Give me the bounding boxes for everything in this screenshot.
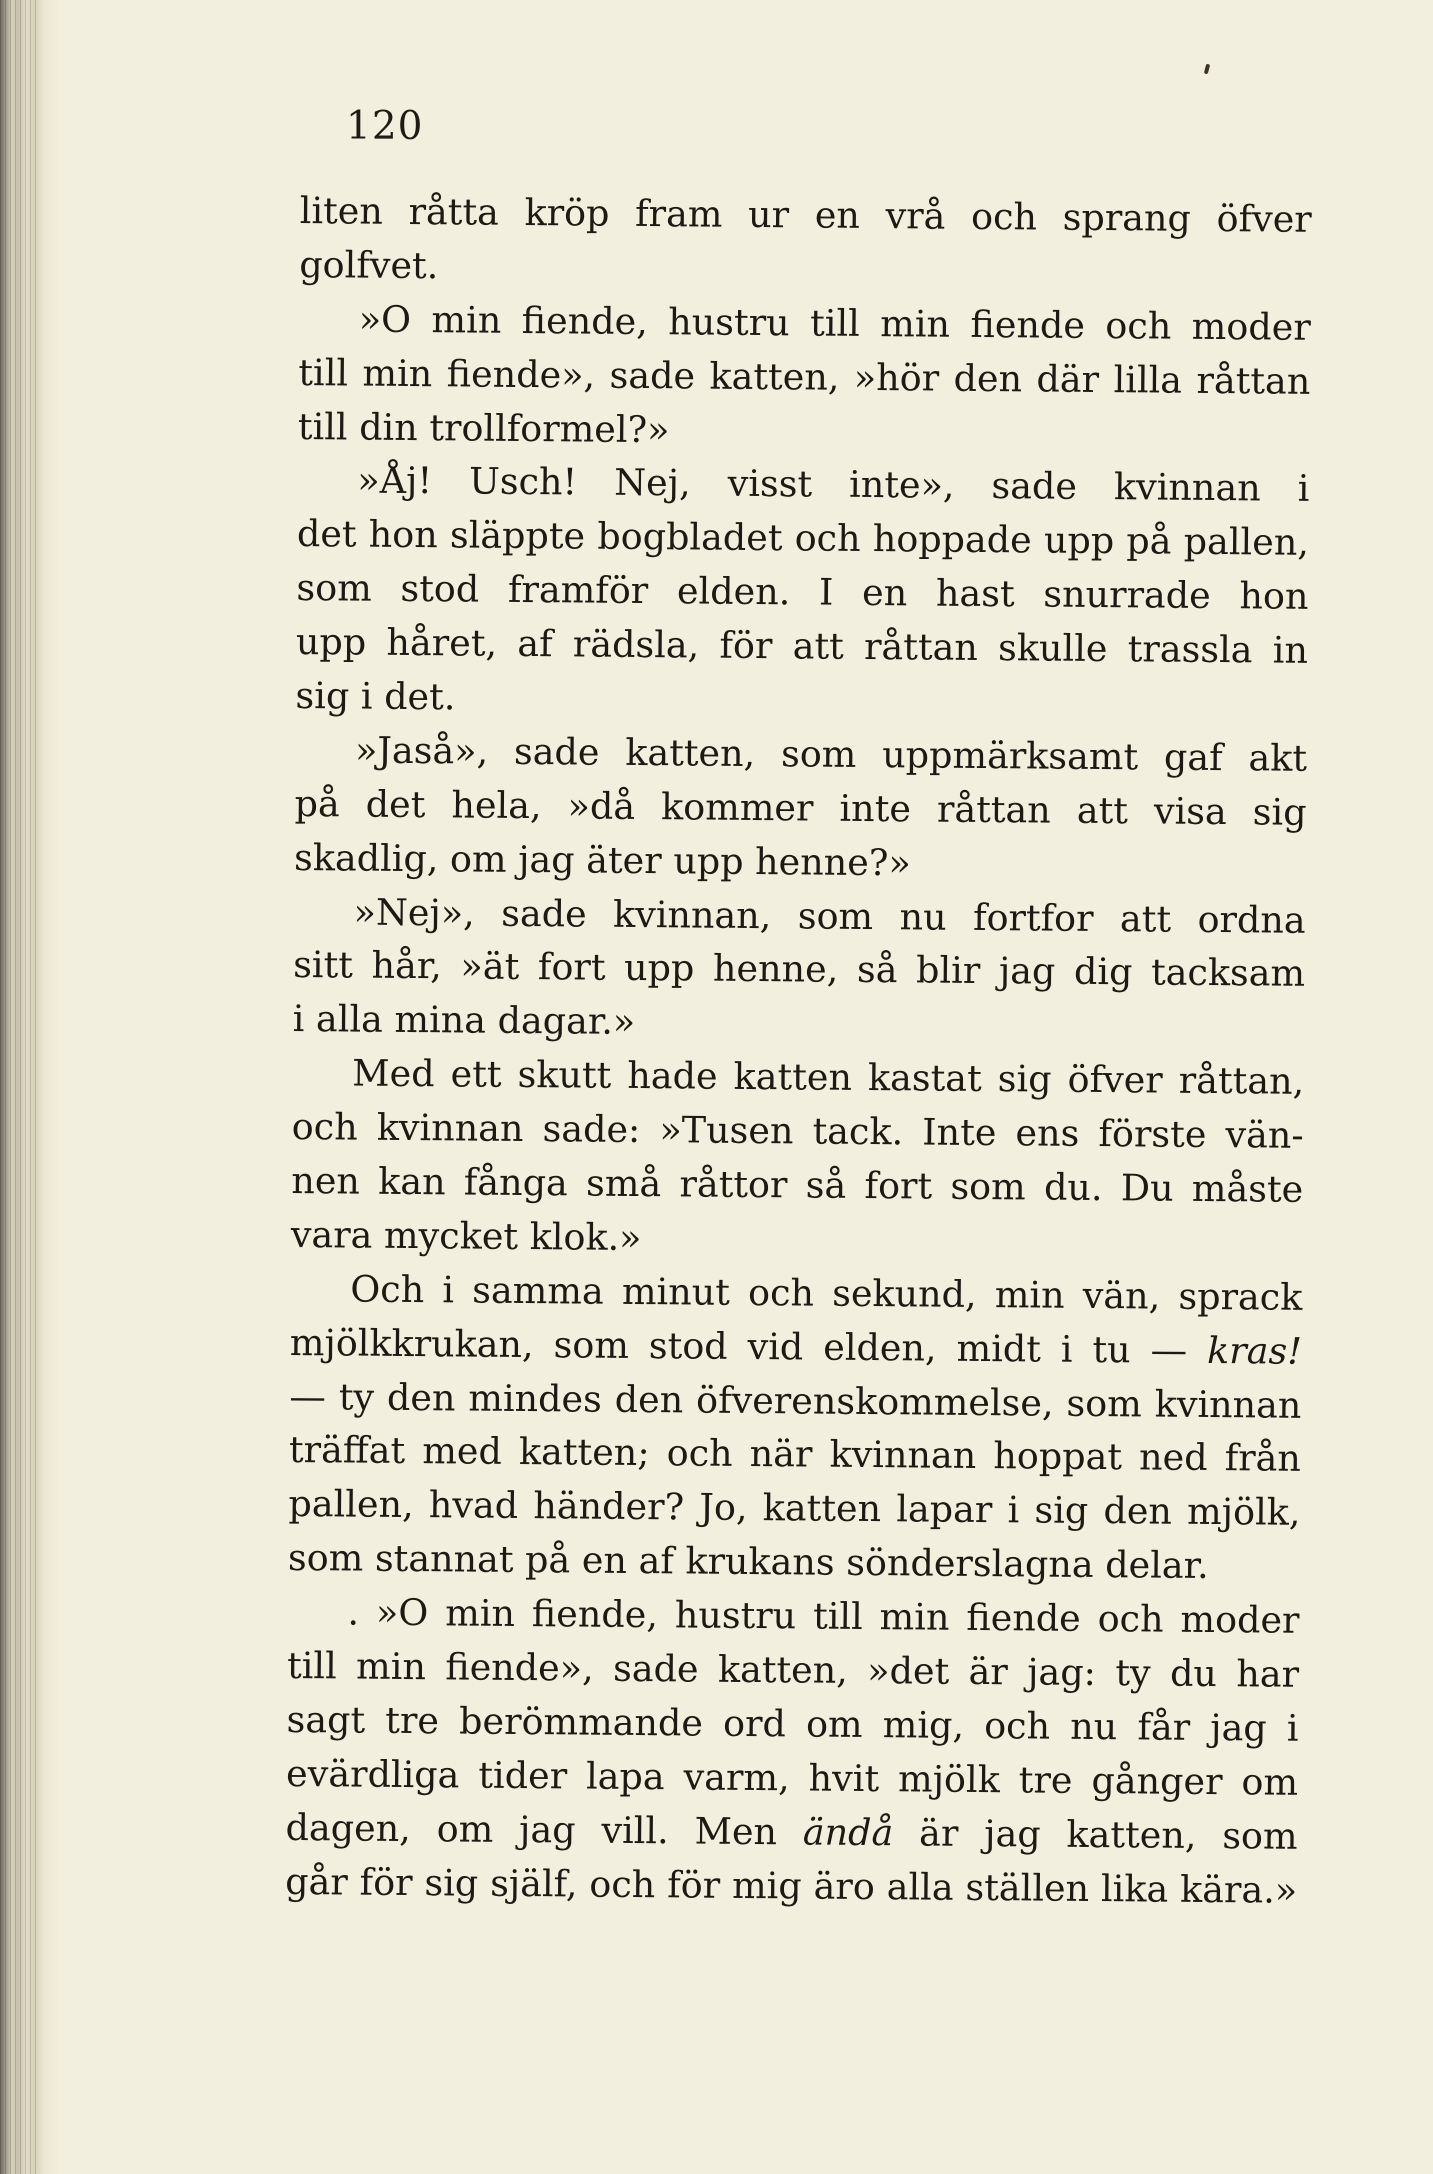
text-line-11: »Jaså», sade katten, som uppmärksamt gaf akt — [354, 728, 1308, 780]
text-line-22-main: mjölkkrukan, som stod vid elden, midt i tu — — [289, 1320, 1208, 1372]
text-line-20: vara mycket klok.» — [290, 1212, 642, 1259]
page-number: 120 — [346, 104, 424, 149]
text-line-5: till din trollformel?» — [297, 404, 670, 451]
text-line-24: träffat med katten; och när kvinnan hoppat ned från — [288, 1428, 1302, 1481]
text-line-23: — ty den mindes den öfverenskommelse, som kvinnan — [289, 1374, 1302, 1427]
text-line-8: som stod framför elden. I en hast snurrade hon — [296, 566, 1309, 619]
text-line-15: sitt hår, »ät fort upp henne, så blir jag dig tacksam — [292, 943, 1306, 996]
text-line-17: Med ett skutt hade katten kastat sig öfver råttan, — [352, 1051, 1305, 1104]
text-line-22 — [290, 1316, 1302, 1379]
text-line-9: upp håret, af rädsla, för att råttan skulle trassla in — [295, 620, 1309, 672]
text-line-16: i alla mina dagar.» — [292, 997, 636, 1044]
text-line-31-end: är jag katten, som — [893, 1810, 1298, 1858]
text-line-29: sagt tre berömmande ord om mig, och nu får jag i — [286, 1697, 1299, 1750]
text-line-26: som stannat på en af krukans sönderslagna delar. — [287, 1536, 1209, 1588]
text-emphasis-anda: ändå — [802, 1810, 894, 1854]
text-line-3: »O min fiende, hustru till min fiende och moder — [358, 297, 1311, 349]
text-line-31 — [285, 1801, 1297, 1864]
text-line-6: »Åj! Usch! Nej, visst inte», sade kvinnan i — [357, 458, 1310, 511]
text-line-13: skadlig, om jag äter upp henne?» — [293, 835, 911, 885]
text-line-30: evärdliga tider lapa varm, hvit mjölk tre gånger om — [285, 1751, 1299, 1804]
text-line-10: sig i det. — [295, 673, 456, 719]
text-line-2: golfvet. — [299, 242, 439, 288]
text-line-18: och kvinnan sade: »Tusen tack. Inte ens förste vän- — [291, 1105, 1304, 1157]
text-line-31-start: dagen, om jag vill. Men — [285, 1805, 804, 1854]
ink-speck — [1204, 64, 1210, 75]
text-line-19: nen kan fånga små råttor så fort som du. Du måste — [291, 1158, 1304, 1211]
text-line-32: går för sig själf, och för mig äro alla ställen lika kära.» — [285, 1859, 1298, 1912]
body-text — [285, 184, 1312, 1917]
text-line-21: Och i samma minut och sekund, min vän, sprack — [350, 1267, 1303, 1319]
text-emphasis-kras: kras! — [1206, 1328, 1303, 1373]
text-line-1: liten råtta kröp fram ur en vrå och sprang öfver — [299, 188, 1312, 241]
text-line-27: . »O min fiende, hustru till min fiende och moder — [347, 1590, 1300, 1642]
text-line-4: till min fiende», sade katten, »hör den där lilla råttan — [298, 350, 1311, 403]
text-line-7: det hon släppte bogbladet och hoppade upp på pallen, — [296, 512, 1310, 565]
text-line-28: till min fiende», sade katten, »det är jag: ty du har — [286, 1643, 1300, 1696]
page-edge-lines — [0, 0, 40, 2174]
text-line-14: »Nej», sade kvinnan, som nu fortfor att ordna — [353, 890, 1306, 942]
text-line-25: pallen, hvad händer? Jo, katten lapar i sig den mjölk, — [288, 1482, 1301, 1535]
text-line-12: på det hela, »då kommer inte råttan att visa sig — [294, 781, 1307, 834]
